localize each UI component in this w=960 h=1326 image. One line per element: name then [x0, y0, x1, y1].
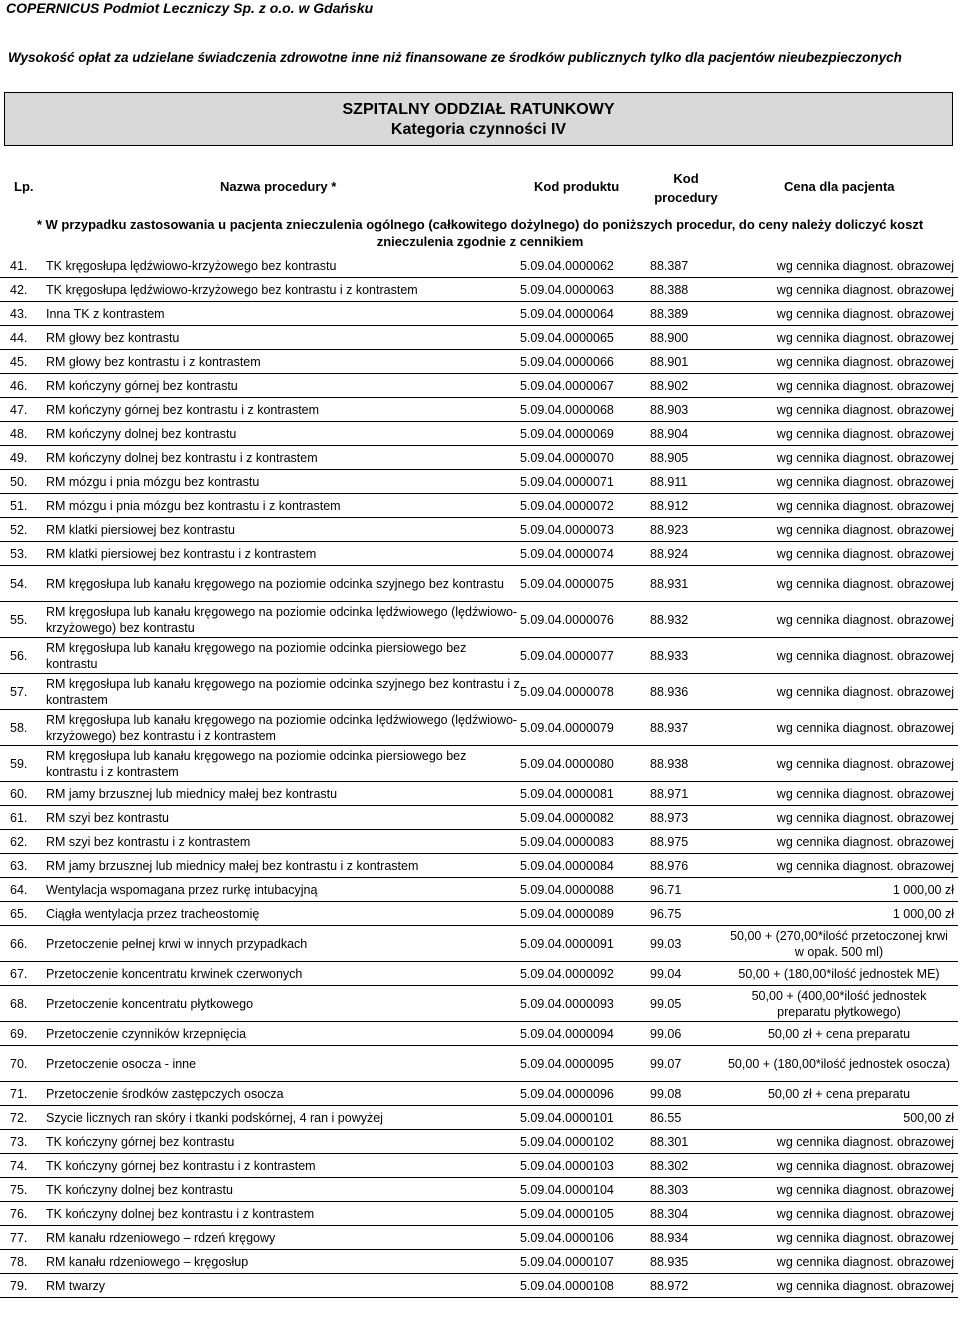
row-price: 500,00 zł	[724, 1106, 958, 1130]
row-product-code: 5.09.04.0000094	[520, 1022, 650, 1046]
row-lp: 48.	[0, 422, 46, 446]
row-lp: 58.	[0, 710, 46, 746]
row-lp: 61.	[0, 806, 46, 830]
row-product-code: 5.09.04.0000095	[520, 1046, 650, 1082]
row-product-code: 5.09.04.0000083	[520, 830, 650, 854]
row-name: RM kręgosłupa lub kanału kręgowego na poziomie odcinka lędźwiowego (lędźwiowo-krzyżowego) bez kontrastu i z kontrastem	[46, 710, 520, 746]
row-name: RM kręgosłupa lub kanału kręgowego na poziomie odcinka szyjnego bez kontrastu	[46, 566, 520, 602]
anesthesia-note: * W przypadku zastosowania u pacjenta znieczulenia ogólnego (całkowitego dożylnego) do poniższych procedur, do ceny należy doliczyć koszt znieczulenia zgodnie z cennikiem	[36, 217, 924, 249]
col-procedure: Kod procedury	[654, 171, 718, 205]
row-lp: 60.	[0, 782, 46, 806]
table-row	[0, 674, 958, 710]
row-product-code: 5.09.04.0000108	[520, 1274, 650, 1298]
table-header	[0, 163, 960, 211]
row-price: 50,00 zł + cena preparatu	[724, 1022, 958, 1046]
table-row	[0, 830, 958, 854]
row-price: wg cennika diagnost. obrazowej	[724, 1226, 958, 1250]
row-name: Wentylacja wspomagana przez rurkę intubacyjną	[46, 878, 520, 902]
table-row	[0, 1154, 958, 1178]
row-procedure-code: 99.04	[650, 962, 724, 986]
row-name: Przetoczenie koncentratu krwinek czerwonych	[46, 962, 520, 986]
row-name: TK kończyny górnej bez kontrastu	[46, 1130, 520, 1154]
row-price: wg cennika diagnost. obrazowej	[724, 542, 958, 566]
row-price: wg cennika diagnost. obrazowej	[724, 374, 958, 398]
row-procedure-code: 88.924	[650, 542, 724, 566]
row-lp: 50.	[0, 470, 46, 494]
row-lp: 59.	[0, 746, 46, 782]
row-lp: 43.	[0, 302, 46, 326]
table-row	[0, 398, 958, 422]
row-price: wg cennika diagnost. obrazowej	[724, 638, 958, 674]
row-name: RM szyi bez kontrastu	[46, 806, 520, 830]
col-price: Cena dla pacjenta	[784, 179, 895, 194]
row-procedure-code: 86.55	[650, 1106, 724, 1130]
row-procedure-code: 88.902	[650, 374, 724, 398]
row-price: wg cennika diagnost. obrazowej	[724, 1202, 958, 1226]
row-name: RM kończyny górnej bez kontrastu	[46, 374, 520, 398]
row-product-code: 5.09.04.0000073	[520, 518, 650, 542]
table-row	[0, 926, 958, 962]
row-name: Inna TK z kontrastem	[46, 302, 520, 326]
row-product-code: 5.09.04.0000081	[520, 782, 650, 806]
row-price: wg cennika diagnost. obrazowej	[724, 494, 958, 518]
row-lp: 72.	[0, 1106, 46, 1130]
row-name: RM mózgu i pnia mózgu bez kontrastu	[46, 470, 520, 494]
row-name: Przetoczenie czynników krzepnięcia	[46, 1022, 520, 1046]
row-name: TK kończyny dolnej bez kontrastu i z kontrastem	[46, 1202, 520, 1226]
row-procedure-code: 88.971	[650, 782, 724, 806]
row-name: RM klatki piersiowej bez kontrastu i z kontrastem	[46, 542, 520, 566]
row-price: wg cennika diagnost. obrazowej	[724, 518, 958, 542]
row-name: Szycie licznych ran skóry i tkanki podskórnej, 4 ran i powyżej	[46, 1106, 520, 1130]
row-product-code: 5.09.04.0000103	[520, 1154, 650, 1178]
row-lp: 74.	[0, 1154, 46, 1178]
row-procedure-code: 99.07	[650, 1046, 724, 1082]
row-product-code: 5.09.04.0000075	[520, 566, 650, 602]
row-procedure-code: 88.912	[650, 494, 724, 518]
row-procedure-code: 88.934	[650, 1226, 724, 1250]
table-row	[0, 1082, 958, 1106]
row-price: wg cennika diagnost. obrazowej	[724, 350, 958, 374]
row-procedure-code: 88.973	[650, 806, 724, 830]
table-row	[0, 278, 958, 302]
row-procedure-code: 88.975	[650, 830, 724, 854]
row-price: wg cennika diagnost. obrazowej	[724, 254, 958, 278]
row-procedure-code: 88.301	[650, 1130, 724, 1154]
table-row	[0, 374, 958, 398]
row-procedure-code: 88.937	[650, 710, 724, 746]
row-price: wg cennika diagnost. obrazowej	[724, 278, 958, 302]
row-price: wg cennika diagnost. obrazowej	[724, 470, 958, 494]
row-price: 1 000,00 zł	[724, 878, 958, 902]
row-price: 50,00 + (180,00*ilość jednostek ME)	[724, 962, 958, 986]
row-procedure-code: 88.911	[650, 470, 724, 494]
row-name: Przetoczenie środków zastępczych osocza	[46, 1082, 520, 1106]
row-procedure-code: 96.71	[650, 878, 724, 902]
row-lp: 64.	[0, 878, 46, 902]
row-price: wg cennika diagnost. obrazowej	[724, 1154, 958, 1178]
row-lp: 62.	[0, 830, 46, 854]
row-product-code: 5.09.04.0000079	[520, 710, 650, 746]
row-procedure-code: 88.304	[650, 1202, 724, 1226]
row-lp: 65.	[0, 902, 46, 926]
row-procedure-code: 88.936	[650, 674, 724, 710]
row-product-code: 5.09.04.0000062	[520, 254, 650, 278]
row-procedure-code: 88.387	[650, 254, 724, 278]
organization-name: COPERNICUS Podmiot Leczniczy Sp. z o.o. w Gdańsku	[6, 0, 374, 16]
row-name: TK kończyny górnej bez kontrastu i z kontrastem	[46, 1154, 520, 1178]
row-lp: 45.	[0, 350, 46, 374]
row-lp: 55.	[0, 602, 46, 638]
row-procedure-code: 99.08	[650, 1082, 724, 1106]
row-product-code: 5.09.04.0000101	[520, 1106, 650, 1130]
row-product-code: 5.09.04.0000077	[520, 638, 650, 674]
table-row	[0, 302, 958, 326]
row-procedure-code: 88.302	[650, 1154, 724, 1178]
row-lp: 46.	[0, 374, 46, 398]
table-row	[0, 494, 958, 518]
row-price: wg cennika diagnost. obrazowej	[724, 566, 958, 602]
row-product-code: 5.09.04.0000068	[520, 398, 650, 422]
row-product-code: 5.09.04.0000070	[520, 446, 650, 470]
table-row	[0, 254, 958, 278]
department-title: SZPITALNY ODDZIAŁ RATUNKOWY	[342, 101, 615, 118]
table-row	[0, 746, 958, 782]
row-procedure-code: 99.05	[650, 986, 724, 1022]
row-product-code: 5.09.04.0000067	[520, 374, 650, 398]
row-lp: 56.	[0, 638, 46, 674]
row-lp: 71.	[0, 1082, 46, 1106]
row-price: 50,00 zł + cena preparatu	[724, 1082, 958, 1106]
row-procedure-code: 88.900	[650, 326, 724, 350]
row-product-code: 5.09.04.0000066	[520, 350, 650, 374]
row-lp: 78.	[0, 1250, 46, 1274]
row-price: wg cennika diagnost. obrazowej	[724, 782, 958, 806]
row-lp: 67.	[0, 962, 46, 986]
row-product-code: 5.09.04.0000063	[520, 278, 650, 302]
table-row	[0, 602, 958, 638]
price-table	[0, 254, 958, 1298]
row-price: wg cennika diagnost. obrazowej	[724, 1130, 958, 1154]
row-name: RM jamy brzusznej lub miednicy małej bez kontrastu	[46, 782, 520, 806]
row-product-code: 5.09.04.0000076	[520, 602, 650, 638]
row-price: wg cennika diagnost. obrazowej	[724, 602, 958, 638]
row-lp: 75.	[0, 1178, 46, 1202]
row-price: wg cennika diagnost. obrazowej	[724, 302, 958, 326]
row-price: wg cennika diagnost. obrazowej	[724, 446, 958, 470]
row-lp: 73.	[0, 1130, 46, 1154]
row-name: RM kręgosłupa lub kanału kręgowego na poziomie odcinka lędźwiowego (lędźwiowo-krzyżowego) bez kontrastu	[46, 602, 520, 638]
row-product-code: 5.09.04.0000105	[520, 1202, 650, 1226]
row-name: RM głowy bez kontrastu i z kontrastem	[46, 350, 520, 374]
row-lp: 70.	[0, 1046, 46, 1082]
row-procedure-code: 88.938	[650, 746, 724, 782]
row-product-code: 5.09.04.0000093	[520, 986, 650, 1022]
row-lp: 51.	[0, 494, 46, 518]
table-row	[0, 1250, 958, 1274]
row-lp: 52.	[0, 518, 46, 542]
row-procedure-code: 88.933	[650, 638, 724, 674]
table-row	[0, 1202, 958, 1226]
row-product-code: 5.09.04.0000074	[520, 542, 650, 566]
row-name: Ciągła wentylacja przez tracheostomię	[46, 902, 520, 926]
row-name: RM kończyny dolnej bez kontrastu	[46, 422, 520, 446]
row-procedure-code: 88.972	[650, 1274, 724, 1298]
table-row	[0, 638, 958, 674]
table-row	[0, 350, 958, 374]
row-product-code: 5.09.04.0000104	[520, 1178, 650, 1202]
row-product-code: 5.09.04.0000069	[520, 422, 650, 446]
row-price: wg cennika diagnost. obrazowej	[724, 746, 958, 782]
table-row	[0, 542, 958, 566]
row-product-code: 5.09.04.0000091	[520, 926, 650, 962]
row-name: RM jamy brzusznej lub miednicy małej bez kontrastu i z kontrastem	[46, 854, 520, 878]
row-name: RM twarzy	[46, 1274, 520, 1298]
table-row	[0, 566, 958, 602]
row-product-code: 5.09.04.0000072	[520, 494, 650, 518]
row-price: wg cennika diagnost. obrazowej	[724, 1250, 958, 1274]
row-price: wg cennika diagnost. obrazowej	[724, 422, 958, 446]
row-product-code: 5.09.04.0000088	[520, 878, 650, 902]
row-product-code: 5.09.04.0000106	[520, 1226, 650, 1250]
row-lp: 66.	[0, 926, 46, 962]
row-name: RM mózgu i pnia mózgu bez kontrastu i z kontrastem	[46, 494, 520, 518]
row-lp: 57.	[0, 674, 46, 710]
row-procedure-code: 88.932	[650, 602, 724, 638]
row-price: 50,00 + (400,00*ilość jednostek preparatu płytkowego)	[724, 986, 958, 1022]
row-price: wg cennika diagnost. obrazowej	[724, 854, 958, 878]
row-lp: 79.	[0, 1274, 46, 1298]
row-name: RM kończyny górnej bez kontrastu i z kontrastem	[46, 398, 520, 422]
row-lp: 54.	[0, 566, 46, 602]
col-name: Nazwa procedury *	[220, 179, 337, 194]
row-lp: 76.	[0, 1202, 46, 1226]
table-row	[0, 902, 958, 926]
row-procedure-code: 88.935	[650, 1250, 724, 1274]
department-banner	[4, 92, 953, 146]
table-row	[0, 1178, 958, 1202]
row-name: RM szyi bez kontrastu i z kontrastem	[46, 830, 520, 854]
row-procedure-code: 88.303	[650, 1178, 724, 1202]
table-row	[0, 878, 958, 902]
row-procedure-code: 88.389	[650, 302, 724, 326]
row-procedure-code: 96.75	[650, 902, 724, 926]
row-product-code: 5.09.04.0000078	[520, 674, 650, 710]
row-procedure-code: 88.976	[650, 854, 724, 878]
row-name: TK kończyny dolnej bez kontrastu	[46, 1178, 520, 1202]
row-name: Przetoczenie pełnej krwi w innych przypadkach	[46, 926, 520, 962]
row-lp: 41.	[0, 254, 46, 278]
row-name: RM kręgosłupa lub kanału kręgowego na poziomie odcinka szyjnego bez kontrastu i z kontrastem	[46, 674, 520, 710]
row-price: wg cennika diagnost. obrazowej	[724, 674, 958, 710]
table-row	[0, 518, 958, 542]
table-row	[0, 470, 958, 494]
row-name: Przetoczenie koncentratu płytkowego	[46, 986, 520, 1022]
table-row	[0, 1226, 958, 1250]
table-row	[0, 782, 958, 806]
row-price: wg cennika diagnost. obrazowej	[724, 1178, 958, 1202]
table-row	[0, 1274, 958, 1298]
row-procedure-code: 88.931	[650, 566, 724, 602]
row-price: wg cennika diagnost. obrazowej	[724, 806, 958, 830]
table-row	[0, 326, 958, 350]
row-name: TK kręgosłupa lędźwiowo-krzyżowego bez kontrastu	[46, 254, 520, 278]
table-row	[0, 986, 958, 1022]
table-row	[0, 962, 958, 986]
row-product-code: 5.09.04.0000071	[520, 470, 650, 494]
row-product-code: 5.09.04.0000102	[520, 1130, 650, 1154]
row-product-code: 5.09.04.0000084	[520, 854, 650, 878]
row-price: wg cennika diagnost. obrazowej	[724, 326, 958, 350]
row-lp: 68.	[0, 986, 46, 1022]
col-lp: Lp.	[14, 179, 34, 194]
table-row	[0, 1130, 958, 1154]
row-name: Przetoczenie osocza - inne	[46, 1046, 520, 1082]
row-lp: 77.	[0, 1226, 46, 1250]
table-row	[0, 446, 958, 470]
row-product-code: 5.09.04.0000082	[520, 806, 650, 830]
table-row	[0, 1046, 958, 1082]
row-product-code: 5.09.04.0000107	[520, 1250, 650, 1274]
row-price: 50,00 + (270,00*ilość przetoczonej krwi w opak. 500 ml)	[724, 926, 958, 962]
col-product: Kod produktu	[534, 179, 620, 194]
row-procedure-code: 88.388	[650, 278, 724, 302]
row-product-code: 5.09.04.0000065	[520, 326, 650, 350]
row-product-code: 5.09.04.0000096	[520, 1082, 650, 1106]
row-procedure-code: 99.06	[650, 1022, 724, 1046]
row-procedure-code: 88.905	[650, 446, 724, 470]
row-lp: 42.	[0, 278, 46, 302]
row-price: wg cennika diagnost. obrazowej	[724, 398, 958, 422]
row-product-code: 5.09.04.0000092	[520, 962, 650, 986]
table-row	[0, 1022, 958, 1046]
document-subtitle: Wysokość opłat za udzielane świadczenia zdrowotne inne niż finansowane ze środków publicznych tylko dla pacjentów nieubezpieczonych	[8, 50, 902, 65]
row-name: RM klatki piersiowej bez kontrastu	[46, 518, 520, 542]
category-title: Kategoria czynności IV	[390, 121, 567, 138]
row-price: wg cennika diagnost. obrazowej	[724, 710, 958, 746]
row-lp: 69.	[0, 1022, 46, 1046]
table-row	[0, 422, 958, 446]
row-lp: 47.	[0, 398, 46, 422]
table-row	[0, 710, 958, 746]
row-procedure-code: 88.923	[650, 518, 724, 542]
row-procedure-code: 88.903	[650, 398, 724, 422]
row-price: wg cennika diagnost. obrazowej	[724, 1274, 958, 1298]
row-price: wg cennika diagnost. obrazowej	[724, 830, 958, 854]
table-row	[0, 806, 958, 830]
row-procedure-code: 99.03	[650, 926, 724, 962]
row-name: TK kręgosłupa lędźwiowo-krzyżowego bez kontrastu i z kontrastem	[46, 278, 520, 302]
row-price: 1 000,00 zł	[724, 902, 958, 926]
row-product-code: 5.09.04.0000089	[520, 902, 650, 926]
row-name: RM kanału rdzeniowego – rdzeń kręgowy	[46, 1226, 520, 1250]
table-row	[0, 854, 958, 878]
row-lp: 49.	[0, 446, 46, 470]
row-name: RM kończyny dolnej bez kontrastu i z kontrastem	[46, 446, 520, 470]
row-price: 50,00 + (180,00*ilość jednostek osocza)	[724, 1046, 958, 1082]
row-procedure-code: 88.901	[650, 350, 724, 374]
row-lp: 44.	[0, 326, 46, 350]
row-name: RM kanału rdzeniowego – kręgosłup	[46, 1250, 520, 1274]
row-name: RM kręgosłupa lub kanału kręgowego na poziomie odcinka piersiowego bez kontrastu i z kontrastem	[46, 746, 520, 782]
row-lp: 63.	[0, 854, 46, 878]
row-name: RM głowy bez kontrastu	[46, 326, 520, 350]
row-product-code: 5.09.04.0000064	[520, 302, 650, 326]
row-lp: 53.	[0, 542, 46, 566]
row-product-code: 5.09.04.0000080	[520, 746, 650, 782]
row-name: RM kręgosłupa lub kanału kręgowego na poziomie odcinka piersiowego bez kontrastu	[46, 638, 520, 674]
table-row	[0, 1106, 958, 1130]
row-procedure-code: 88.904	[650, 422, 724, 446]
